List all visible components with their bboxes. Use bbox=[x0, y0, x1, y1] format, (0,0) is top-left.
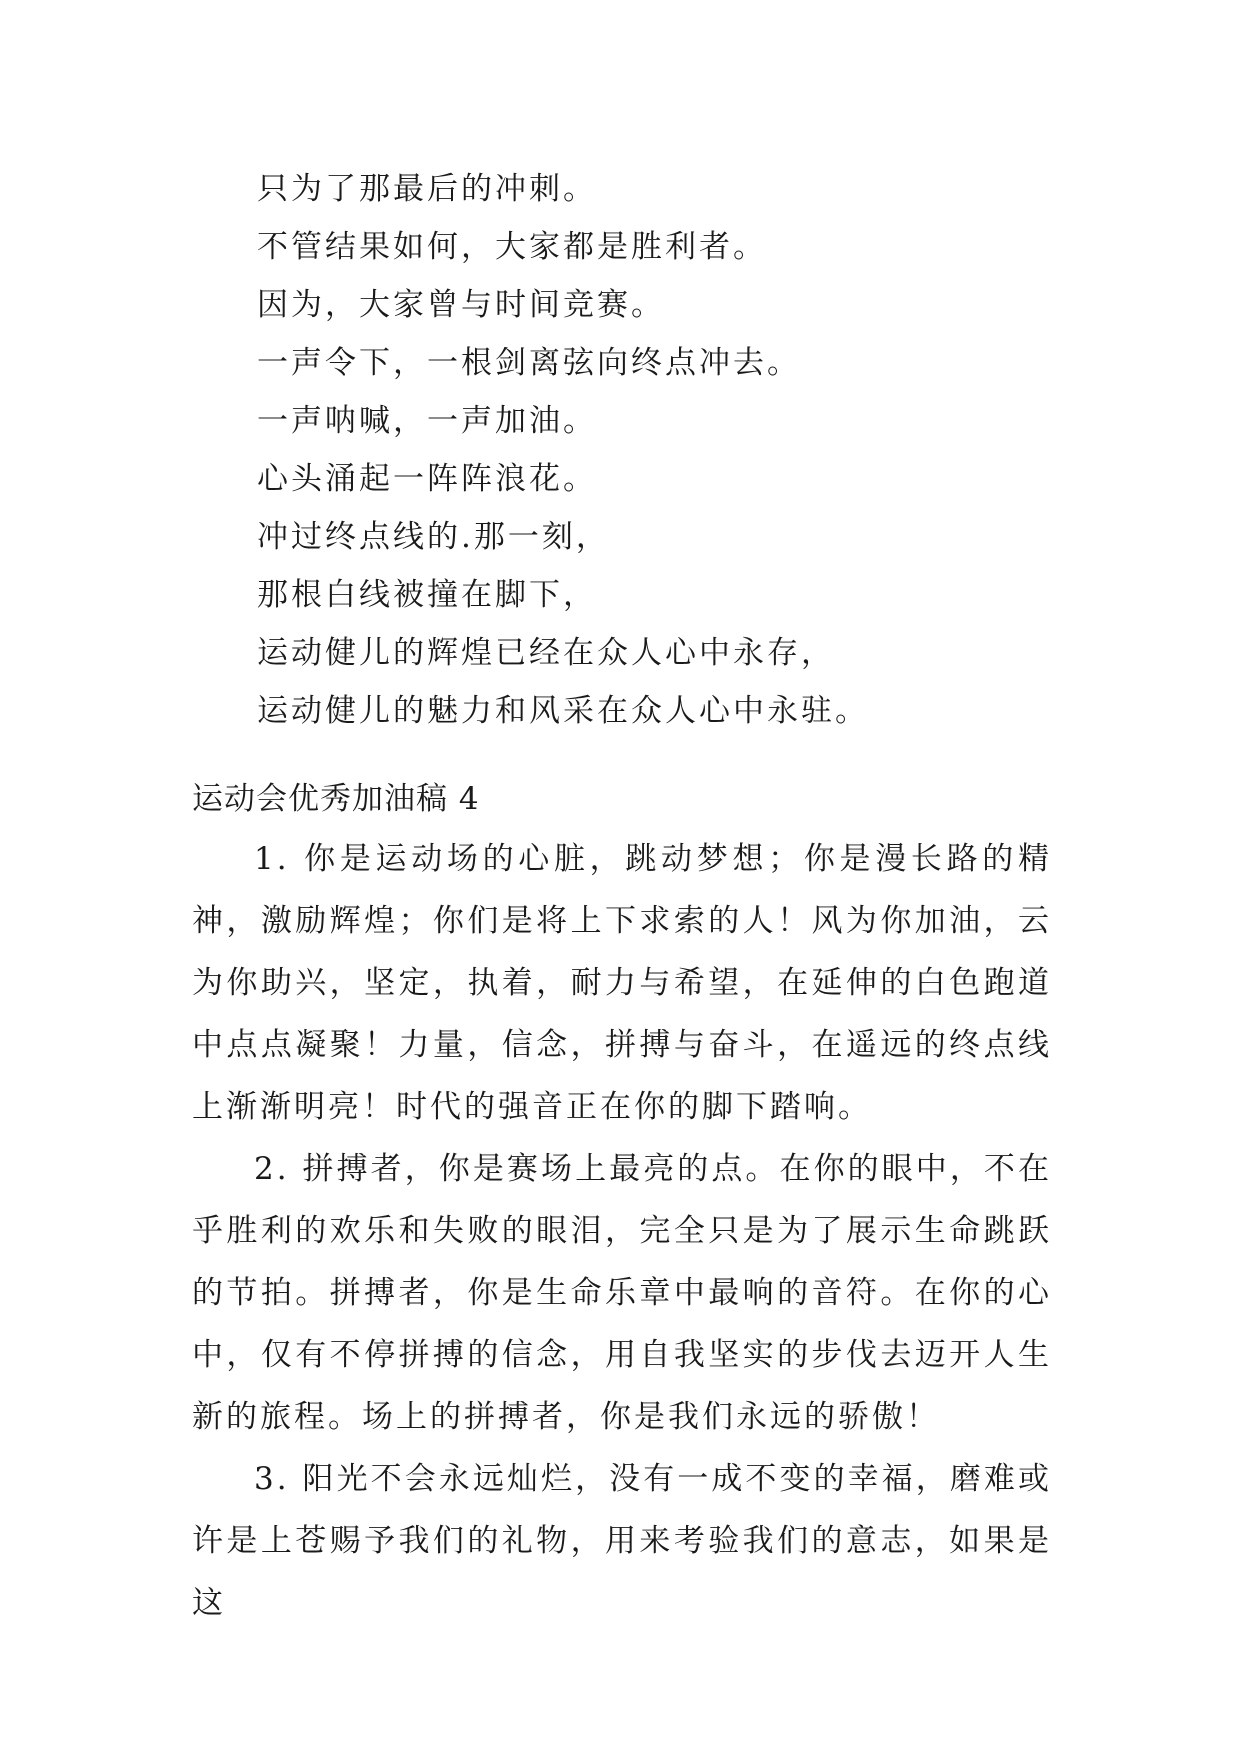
poem-line: 一声令下，一根剑离弦向终点冲去。 bbox=[257, 345, 801, 381]
poem-block bbox=[257, 160, 1157, 740]
poem-line: 运动健儿的辉煌已经在众人心中永存， bbox=[257, 635, 835, 671]
paragraph: 2. 拼搏者，你是赛场上最亮的点。在你的眼中，不在乎胜利的欢乐和失败的眼泪，完全只是为了展示生命跳跃的节拍。拼搏者，你是生命乐章中最响的音符。在你的心中，仅有不停拼搏的信念，用自我坚实的步伐去迈开人生新的旅程。场上的拼搏者，你是我们永远的骄傲！ bbox=[192, 1151, 1052, 1435]
poem-line: 心头涌起一阵阵浪花。 bbox=[257, 461, 597, 497]
section-body bbox=[192, 828, 1052, 1634]
paragraph: 3. 阳光不会永远灿烂，没有一成不变的幸福，磨难或许是上苍赐予我们的礼物，用来考验我们的意志，如果是这 bbox=[192, 1461, 1052, 1621]
poem-line: 那根白线被撞在脚下， bbox=[257, 577, 597, 613]
poem-line: 因为，大家曾与时间竞赛。 bbox=[257, 287, 665, 323]
paragraph: 1. 你是运动场的心脏，跳动梦想；你是漫长路的精神，激励辉煌；你们是将上下求索的人！风为你加油，云为你助兴，坚定，执着，耐力与希望，在延伸的白色跑道中点点凝聚！力量，信念，拼搏与奋斗，在遥远的终点线上渐渐明亮！时代的强音正在你的脚下踏响。 bbox=[192, 841, 1052, 1125]
poem-line: 运动健儿的魅力和风采在众人心中永驻。 bbox=[257, 693, 869, 729]
section-heading: 运动会优秀加油稿 4 bbox=[192, 781, 480, 817]
poem-line: 冲过终点线的.那一刻， bbox=[257, 519, 610, 555]
poem-line: 不管结果如何，大家都是胜利者。 bbox=[257, 229, 767, 265]
poem-line: 只为了那最后的冲刺。 bbox=[257, 171, 597, 207]
poem-line: 一声呐喊，一声加油。 bbox=[257, 403, 597, 439]
